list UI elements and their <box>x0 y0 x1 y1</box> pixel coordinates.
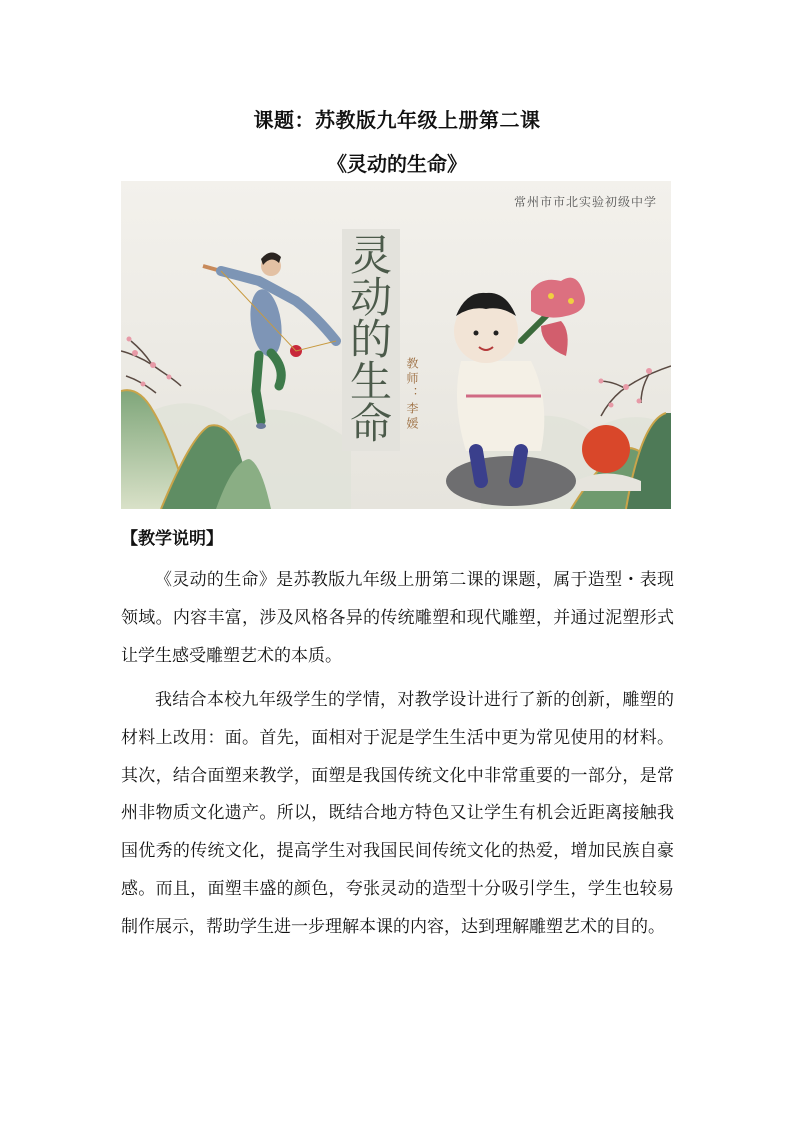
banner-title-char: 动 <box>349 273 392 322</box>
paragraph: 我结合本校九年级学生的学情，对教学设计进行了新的创新，雕塑的材料上改用：面。首先，面相对于泥是学生生活中更为常见使用的材料。其次，结合面塑来教学，面塑是我国传统文化中非常重要的一部分，是常州非物质文化遗产。所以，既结合地方特色又让学生有机会近距离接触我国优秀的传统文化，提高学生对我国民间传统文化的热爱，增加民族自豪感。而且，面塑丰盛的颜色，夸张灵动的造型十分吸引学生，学生也较易制作展示，帮助学生进一步理解本课的内容，达到理解雕塑艺术的目的。 <box>121 690 674 937</box>
document-title: 课题：苏教版九年级上册第二课 <box>253 108 541 132</box>
paragraph: 《灵动的生命》是苏教版九年级上册第二课的课题，属于造型・表现领域。内容丰富，涉及风格各异的传统雕塑和现代雕塑，并通过泥塑形式让学生感受雕塑艺术的本质。 <box>121 570 674 666</box>
lesson-banner-image <box>121 181 671 509</box>
red-sun <box>582 425 630 473</box>
banner-title <box>342 229 400 451</box>
banner-title-char: 生 <box>349 357 392 406</box>
school-name: 常州市市北实验初级中学 <box>513 195 657 209</box>
teacher-label: 教师：李媛 <box>405 357 419 432</box>
document-subtitle: 《灵动的生命》 <box>327 152 467 176</box>
banner-title-char: 的 <box>349 315 392 364</box>
banner-title-char: 灵 <box>349 231 392 280</box>
banner-title-char: 命 <box>349 399 392 448</box>
section-heading: 【教学说明】 <box>121 529 223 549</box>
